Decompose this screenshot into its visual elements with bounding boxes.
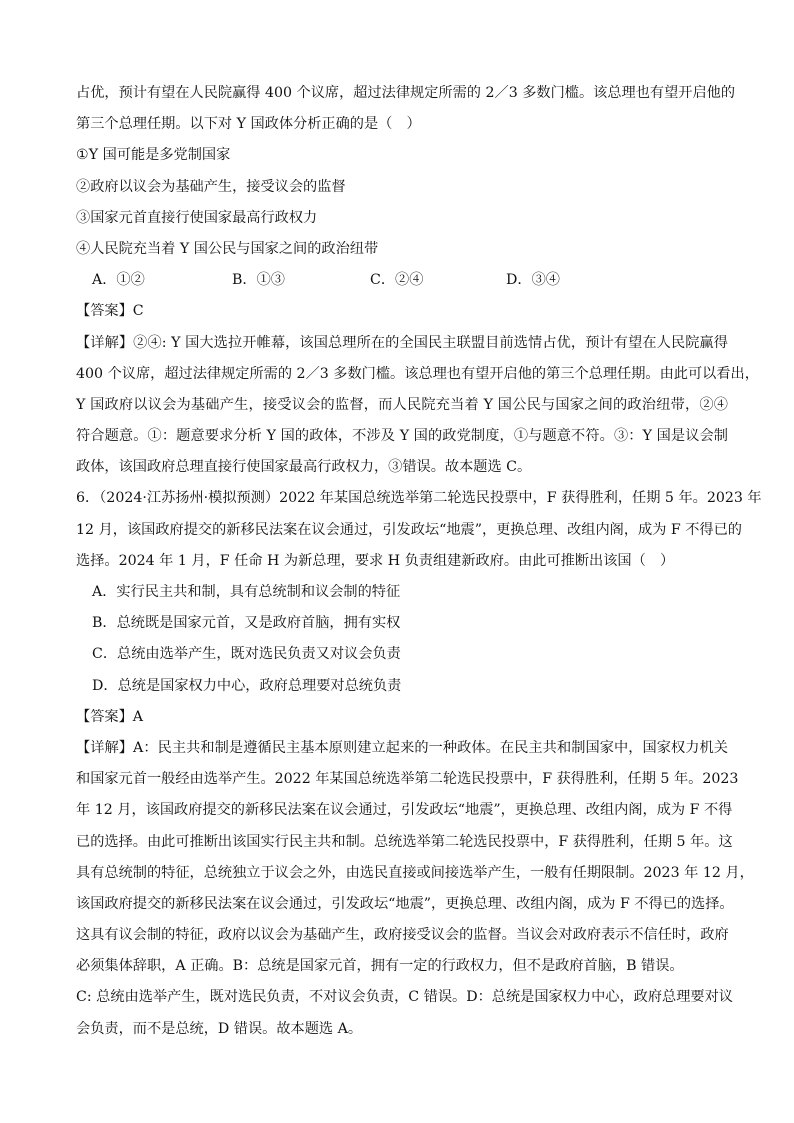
q6-option-c: C．总统由选举产生，既对选民负责又对议会负责 <box>92 646 401 663</box>
q5-option-b: B．①③ <box>232 272 285 289</box>
q5-explain-line: 【详解】②④: Y 国大选拉开帷幕，该国总理所在的全国民主联盟目前选情占优，预计有望在人民院赢得 <box>76 334 728 351</box>
q6-answer: 【答案】A <box>76 708 143 725</box>
q5-answer: 【答案】C <box>76 303 144 320</box>
q6-explain-line: 年 12 月，该国政府提交的新移民法案在议会通过，引发政坛“地震”，更换总理、改组内阁，成为 F 不得 <box>76 802 733 819</box>
q5-statement: ②政府以议会为基础产生，接受议会的监督 <box>76 178 346 195</box>
document-page <box>76 78 762 1045</box>
q5-explain-line: 符合题意。①：题意要求分析 Y 国的政体，不涉及 Y 国的政党制度，①与题意不符。③：Y 国是议会制 <box>76 428 728 445</box>
q5-statement: ④人民院充当着 Y 国公民与国家之间的政治纽带 <box>76 240 379 257</box>
q6-option-a: A．实行民主共和制，具有总统制和议会制的特征 <box>92 584 401 600</box>
q5-explain-line: Y 国政府以议会为基础产生，接受议会的监督，而人民院充当着 Y 国公民与国家之间的政治纽带，②④ <box>76 396 728 413</box>
q6-explain-line: C: 总统由选举产生，既对选民负责，不对议会负责，C 错误。D：总统是国家权力中心，政府总理要对议 <box>76 989 733 1006</box>
q5-statement: ①Y 国可能是多党制国家 <box>76 147 231 164</box>
q5-explain-line: 政体，该国政府总理直接行使国家最高行政权力，③错误。故本题选 C。 <box>76 459 532 476</box>
q5-explain-line: 400 个议席，超过法律规定所需的 2／3 多数门槛。该总理也有望开启他的第三个总理任期。由此可以看出， <box>76 365 759 382</box>
q6-option-b: B．总统既是国家元首，又是政府首脑，拥有实权 <box>92 615 401 632</box>
q6-explain-line: 已的选择。由此可推断出该国实行民主共和制。总统选举第二轮选民投票中，F 获得胜利，任期 5 年。这 <box>76 833 733 850</box>
q6-explain-line: 【详解】A：民主共和制是遵循民主基本原则建立起来的一种政体。在民主共和制国家中，国家权力机关 <box>76 739 728 756</box>
q5-statement: ③国家元首直接行使国家最高行政权力 <box>76 209 318 226</box>
q6-explain-line: 该国政府提交的新移民法案在议会通过，引发政坛“地震”，更换总理、改组内阁，成为 F 不得已的选择。 <box>76 895 734 912</box>
q5-option-a: A．①② <box>92 272 145 289</box>
q6-stem-line: 选择。2024 年 1 月，F 任命 H 为新总理，要求 H 负责组建新政府。由此可推断出该国（ ） <box>76 552 675 569</box>
q6-explain-line: 这具有议会制的特征，政府以议会为基础产生，政府接受议会的监督。当议会对政府表示不信任时，政府 <box>76 927 729 944</box>
q5-stem-line: 占优，预计有望在人民院赢得 400 个议席，超过法律规定所需的 2／3 多数门槛。该总理也有望开启他的 <box>76 85 736 101</box>
q5-option-d: D．③④ <box>506 272 560 289</box>
q6-explain-line: 必须集体辞职，A 正确。B：总统是国家元首，拥有一定的行政权力，但不是政府首脑，B 错误。 <box>76 958 684 975</box>
q6-option-d: D．总统是国家权力中心，政府总理要对总统负责 <box>92 677 402 694</box>
q6-explain-line: 会负责，而不是总统，D 错误。故本题选 A。 <box>76 1020 363 1037</box>
q5-option-c: C．②④ <box>370 272 424 289</box>
q6-explain-line: 和国家元首一般经由选举产生。2022 年某国总统选举第二轮选民投票中，F 获得胜利，任期 5 年。2023 <box>76 771 739 788</box>
q6-stem-line: 12 月，该国政府提交的新移民法案在议会通过，引发政坛“地震”，更换总理、改组内阁，成为 F 不得已的 <box>76 521 742 538</box>
q6-explain-line: 具有总统制的特征，总统独立于议会之外，由选民直接或间接选举产生，一般有任期限制。2023 年 12 月， <box>76 864 754 881</box>
q5-options <box>76 265 728 296</box>
q6-stem-line: 6．（2024·江苏扬州·模拟预测）2022 年某国总统选举第二轮选民投票中，F 获得胜利，任期 5 年。2023 年 <box>76 490 762 507</box>
q5-stem-line: 第三个总理任期。以下对 Y 国政体分析正确的是（ ） <box>76 116 421 133</box>
